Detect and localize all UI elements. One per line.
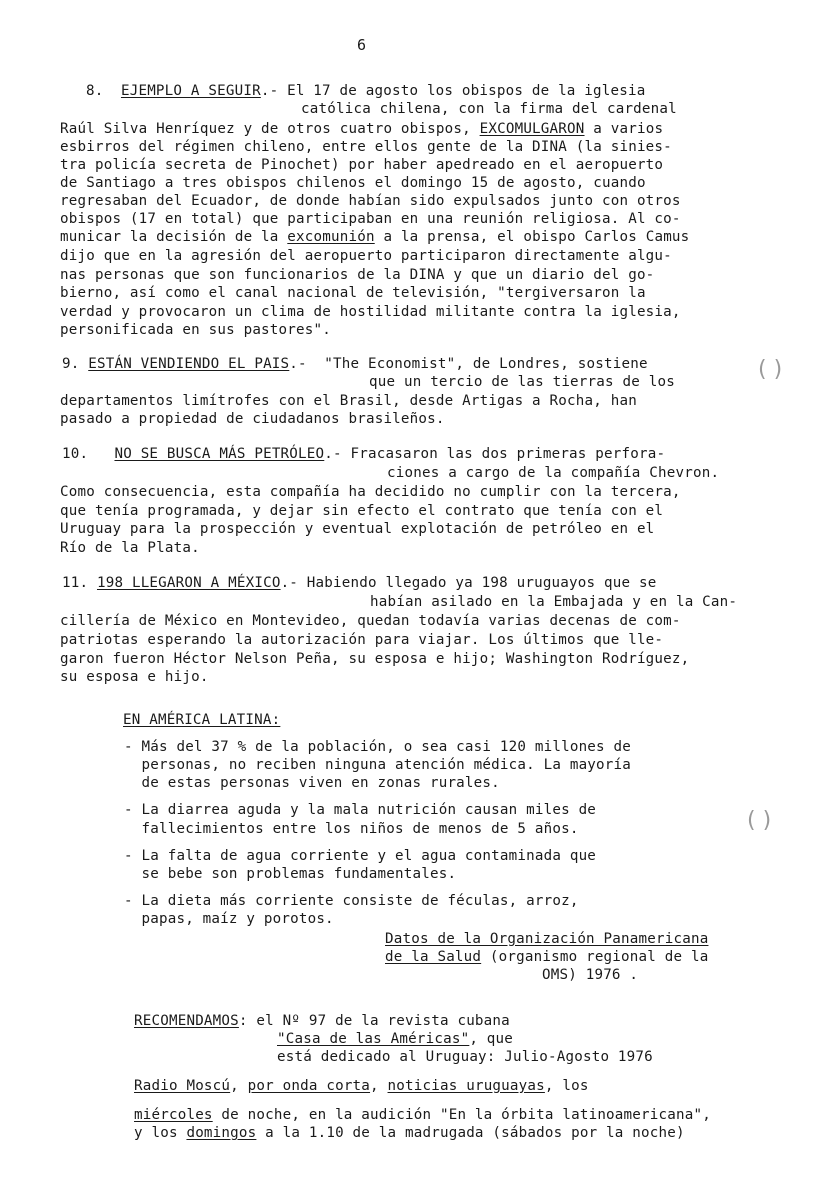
item-11-separator: .- [280, 575, 299, 591]
item-10-line-1: Fracasaron las dos primeras perfora- [350, 446, 666, 462]
item-10-line-4: que tenía programada, y dejar sin efecto el contrato que tenía con el [60, 503, 664, 519]
recommend-line-5-rest: de noche, en la audición "En la órbita latinoamericana", [212, 1107, 711, 1123]
item-9-heading [62, 355, 648, 373]
magazine-title: "Casa de las Américas" [277, 1031, 470, 1047]
source-line-1: Datos de la Organización Panamericana [385, 931, 709, 947]
bullet-3-line-1: - La falta de agua corriente y el agua contaminada que [124, 848, 597, 864]
onda-corta: por onda corta [247, 1078, 371, 1094]
item-9-number: 9. [62, 356, 80, 372]
bullet-4-line-1: - La dieta más corriente consiste de féculas, arroz, [124, 893, 579, 909]
item-8-line-12: bierno, así como el canal nacional de televisión, "tergiversaron la [60, 285, 646, 301]
item-8-line-9: municar la decisión de la excomunión a la prensa, el obispo Carlos Camus [60, 229, 690, 245]
punch-hole-mark-2: ( ) [747, 808, 772, 833]
bullet-4-line-2: papas, maíz y porotos. [124, 911, 334, 927]
bullet-2-line-1: - La diarrea aguda y la mala nutrición causan miles de [124, 802, 597, 818]
item-8-line-5: tra policía secreta de Pinochet) por haber apedreado en el aeropuerto [60, 157, 664, 173]
recommend-line-6-a: y los [134, 1125, 187, 1141]
recommend-line-2-rest: , que [469, 1031, 514, 1047]
item-11-line-5: garon fueron Héctor Nelson Peña, su esposa e hijo; Washington Rodríguez, [60, 651, 690, 667]
recommend-label: RECOMENDAMOS [134, 1013, 239, 1029]
item-11-line-3: cillería de México en Montevideo, quedan todavía varias decenas de com- [60, 613, 681, 629]
item-9-line-2: que un tercio de las tierras de los [369, 374, 675, 390]
excomulgaron-emphasis: EXCOMULGARON [479, 121, 585, 137]
source-paho-rest: (organismo regional de la [481, 949, 709, 965]
item-8-line-10: dijo que en la agresión del aeropuerto participaron directamente algu- [60, 248, 672, 264]
item-10-line-5: Uruguay para la prospección y eventual explotación de petróleo en el [60, 521, 655, 537]
item-11-line-2: habían asilado en la Embajada y en la Can- [370, 594, 738, 610]
comma-2: , [370, 1078, 388, 1094]
bullet-1-line-1: - Más del 37 % de la población, o sea casi 120 millones de [124, 739, 632, 755]
recommend-line-6-b: a la 1.10 de la madrugada (sábados por la noche) [256, 1125, 685, 1141]
item-8-line-3: Raúl Silva Henríquez y de otros cuatro obispos, EXCOMULGARON a varios [60, 121, 664, 137]
punch-hole-mark-1: ( ) [758, 357, 783, 382]
item-8-number: 8. [86, 83, 104, 99]
noticias-uruguayas: noticias uruguayas [387, 1078, 545, 1094]
recommend-line-6 [134, 1124, 685, 1142]
radio-moscu: Radio Moscú [134, 1078, 231, 1094]
domingos: domingos [186, 1125, 257, 1141]
miercoles: miércoles [134, 1107, 213, 1123]
source-line-3: OMS) 1976 . [542, 967, 639, 983]
latin-america-heading: EN AMÉRICA LATINA: [123, 712, 281, 728]
recommend-line-2 [277, 1030, 513, 1048]
item-10-line-6: Río de la Plata. [60, 540, 200, 556]
recommend-line-1 [134, 1012, 510, 1030]
item-11-heading [62, 574, 656, 592]
comma-1: , [230, 1078, 248, 1094]
item-8-line-14: personificada en sus pastores". [60, 322, 331, 338]
item-9-separator: .- [289, 356, 307, 372]
item-9-title: ESTÁN VENDIENDO EL PAIS [88, 356, 290, 372]
item-11-title: 198 LLEGARON A MÉXICO [96, 575, 281, 591]
item-11-line-4: patriotas esperando la autorización para viajar. Los últimos que lle- [60, 632, 664, 648]
item-10-line-2: ciones a cargo de la compañía Chevron. [387, 465, 720, 481]
page-number: 6 [357, 36, 367, 54]
item-9-line-4: pasado a propiedad de ciudadanos brasileños. [60, 411, 445, 427]
item-8-line-4: esbirros del régimen chileno, entre ellos gente de la DINA (la sinies- [60, 139, 672, 155]
recommend-line-4 [134, 1077, 589, 1095]
item-8-title: EJEMPLO A SEGUIR [120, 83, 261, 99]
item-8-line-8: obispos (17 en total) que participaban en una reunión religiosa. Al co- [60, 211, 681, 227]
item-8-line-1: El 17 de agosto los obispos de la iglesia [287, 83, 646, 99]
bullet-1-line-3: de estas personas viven en zonas rurales. [124, 775, 500, 791]
item-8-line-6: de Santiago a tres obispos chilenos el domingo 15 de agosto, cuando [60, 175, 646, 191]
item-8-separator: .- [260, 83, 279, 99]
item-9-line-1: "The Economist", de Londres, sostiene [324, 356, 648, 372]
recommend-line-4-end: , los [544, 1078, 589, 1094]
source-paho-underlined: de la Salud [385, 949, 482, 965]
recommend-line-5 [134, 1106, 711, 1124]
item-10-line-3: Como consecuencia, esta compañía ha decidido no cumplir con la tercera, [60, 484, 681, 500]
item-10-title: NO SE BUSCA MÁS PETRÓLEO [114, 446, 325, 462]
item-8-line-11: nas personas que son funcionarios de la DINA y que un diario del go- [60, 267, 655, 283]
item-11-number: 11. [62, 575, 89, 591]
item-11-line-6: su esposa e hijo. [60, 669, 209, 685]
bullet-1-line-2: personas, no reciben ninguna atención médica. La mayoría [124, 757, 632, 773]
recommend-line-3: está dedicado al Uruguay: Julio-Agosto 1976 [277, 1049, 653, 1065]
item-10-number: 10. [62, 446, 89, 462]
excomunion-emphasis: excomunión [287, 229, 375, 245]
bullet-2-line-2: fallecimientos entre los niños de menos de 5 años. [124, 821, 579, 837]
recommend-line-1-rest: : el Nº 97 de la revista cubana [238, 1013, 510, 1029]
bullet-3-line-2: se bebe son problemas fundamentales. [124, 866, 457, 882]
item-8-line-2: católica chilena, con la firma del cardenal [301, 101, 677, 117]
item-8-line-13: verdad y provocaron un clima de hostilidad militante contra la iglesia, [60, 304, 681, 320]
item-10-separator: .- [324, 446, 342, 462]
item-9-line-3: departamentos limítrofes con el Brasil, desde Artigas a Rocha, han [60, 393, 637, 409]
item-8-heading [86, 82, 645, 100]
source-line-2 [385, 948, 708, 966]
item-11-line-1: Habiendo llegado ya 198 uruguayos que se [306, 575, 657, 591]
item-8-line-7: regresaban del Ecuador, de donde habían sido expulsados junto con otros [60, 193, 681, 209]
item-10-heading [62, 445, 665, 463]
